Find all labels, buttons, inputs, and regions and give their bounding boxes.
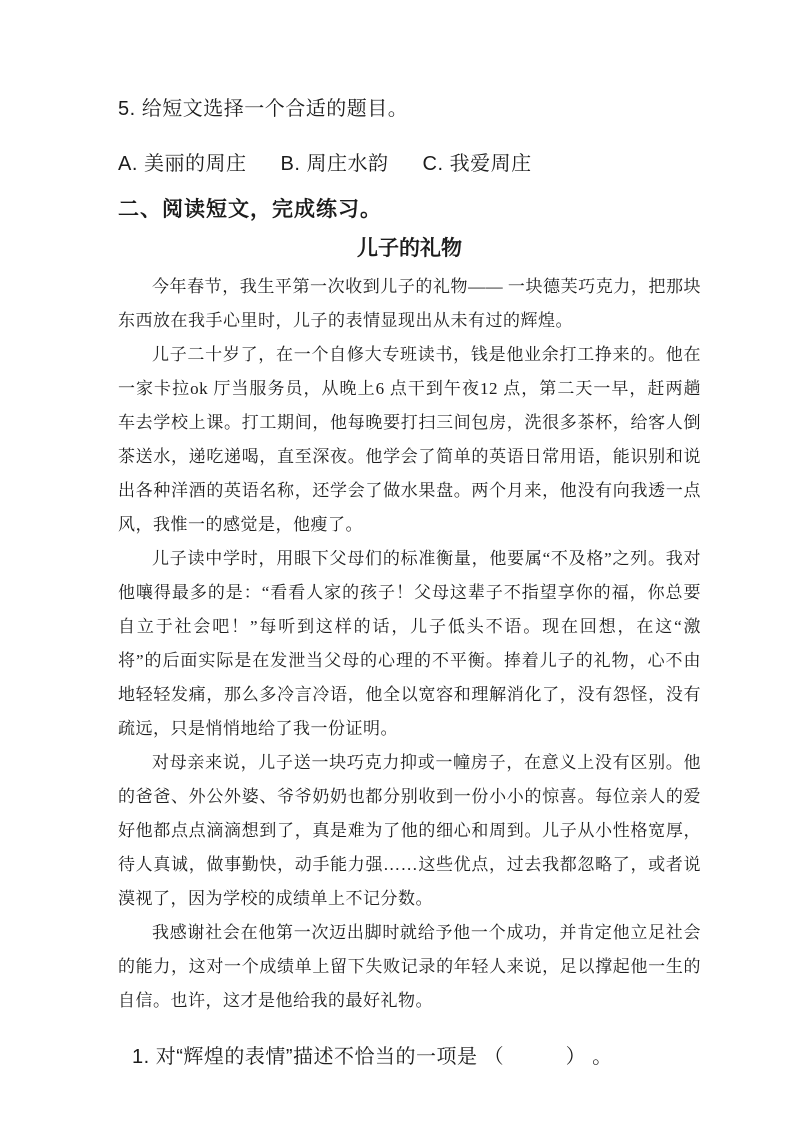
option-a: A. 美丽的周庄 — [118, 153, 247, 175]
passage-paragraph: 儿子二十岁了，在一个自修大专班读书，钱是他业余打工挣来的。他在一家卡拉ok 厅当服务员，从晚上6 点干到午夜12 点，第二天一早，赶两趟车去学校上课。打工期间，他每晚要打扫三间包房，洗很多茶杯，给客人倒茶送水，递吃递喝，直至深夜。他学会了简单的英语日常用语，能识别和说出各种洋酒的英语名称，还学会了做水果盘。两个月来，他没有向我透一点风，我惟一的感觉是，他瘦了。 — [118, 345, 701, 534]
passage-paragraph: 今年春节，我生平第一次收到儿子的礼物—— 一块德芙巧克力，把那块东西放在我手心里时，儿子的表情显现出从未有过的辉煌。 — [118, 277, 701, 330]
section-heading: 二、阅读短文，完成练习。 — [118, 198, 382, 221]
question-1: 1. 对“辉煌的表情”描述不恰当的一项是 （ ） 。 — [132, 1046, 613, 1068]
option-c: C. 我爱周庄 — [422, 153, 532, 175]
passage-title: 儿子的礼物 — [357, 237, 462, 260]
passage-paragraph: 我感谢社会在他第一次迈出脚时就给予他一个成功，并肯定他立足社会的能力，这对一个成绩单上留下失败记录的年轻人来说，足以撑起他一生的自信。也许，这才是他给我的最好礼物。 — [118, 923, 701, 1010]
passage-paragraph: 对母亲来说，儿子送一块巧克力抑或一幢房子，在意义上没有区别。他的爸爸、外公外婆、爷爷奶奶也都分别收到一份小小的惊喜。每位亲人的爱好他都点点滴滴想到了，真是难为了他的细心和周到。儿子从小性格宽厚，待人真诚，做事勤快，动手能力强……这些优点，过去我都忽略了，或者说漠视了，因为学校的成绩单上不记分数。 — [118, 753, 701, 908]
question-5: 5. 给短文选择一个合适的题目。 — [118, 98, 409, 120]
question-5-options — [118, 151, 701, 177]
passage-body — [118, 270, 701, 1018]
option-b: B. 周庄水韵 — [280, 153, 389, 175]
passage-paragraph: 儿子读中学时，用眼下父母们的标准衡量，他要属“不及格”之列。我对他嚷得最多的是：“看看人家的孩子！父母这辈子不指望享你的福，你总要自立于社会吧！”每听到这样的话，儿子低头不语。现在回想，在这“激将”的后面实际是在发泄当父母的心理的不平衡。捧着儿子的礼物，心不由地轻轻发痛，那么多冷言冷语，他全以宽容和理解消化了，没有怨怪，没有疏远，只是悄悄地给了我一份证明。 — [118, 549, 701, 738]
